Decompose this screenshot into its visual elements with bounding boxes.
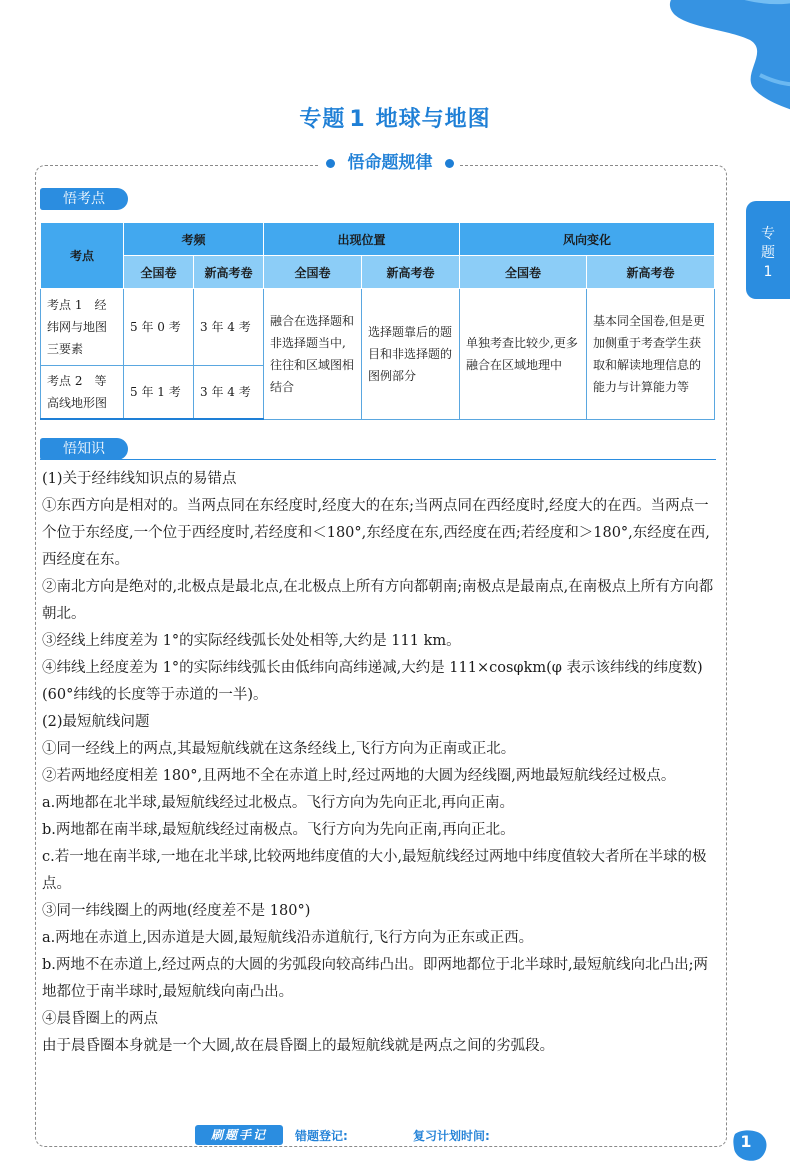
header-chuxian: 出现位置	[264, 223, 460, 256]
cell-position-quanguo: 融合在选择题和非选择题当中,往往和区域图相结合	[264, 289, 362, 420]
page-title	[0, 102, 790, 133]
exam-points-table	[40, 222, 715, 420]
paragraph: ②南北方向是绝对的,北极点是最北点,在北极点上所有方向都朝南;南极点是最南点,在南极点上所有方向都朝北。	[42, 579, 714, 622]
paragraph: ①东西方向是相对的。当两点同在东经度时,经度大的在东;当两点同在西经度时,经度大的在西。当两点一个位于东经度,一个位于西经度时,若经度和＜180°,东经度在东,西经度在西;若经度和＞180°,东经度在西,西经度在东。	[42, 498, 710, 568]
subheader: 新高考卷	[194, 256, 264, 289]
tag-rule	[40, 459, 716, 460]
cell-freq-xingaokao: 3 年 4 考	[194, 366, 264, 420]
page-number-badge	[731, 1128, 771, 1162]
paragraph: b.两地不在赤道上,经过两点的大圆的劣弧段向较高纬凸出。即两地都位于北半球时,最短航线向北凸出;两地都位于南半球时,最短航线向南凸出。	[42, 957, 708, 1000]
paragraph: ③经线上纬度差为 1°的实际经线弧长处处相等,大约是 111 km。	[42, 633, 461, 649]
footer-wrong-log-label: 错题登记:	[295, 1129, 348, 1143]
side-tab-line1: 专	[761, 226, 775, 242]
header-kaodian: 考点	[41, 223, 124, 289]
title-number: 1	[349, 107, 366, 132]
paragraph: (1)关于经纬线知识点的易错点	[42, 471, 237, 487]
cell-trend-xingaokao: 基本同全国卷,但是更加侧重于考查学生获取和解读地理信息的能力与计算能力等	[587, 289, 715, 420]
paragraph: 由于晨昏圈本身就是一个大圆,故在晨昏圈上的最短航线就是两点之间的劣弧段。	[42, 1038, 555, 1054]
footer-tag: 刷题手记	[195, 1125, 283, 1145]
title-prefix: 专题	[299, 107, 346, 132]
paragraph: a.两地都在北半球,最短航线经过北极点。飞行方向为先向正北,再向正南。	[42, 795, 514, 811]
cell-position-xingaokao: 选择题靠后的题目和非选择题的图例部分	[362, 289, 460, 420]
knowledge-body	[42, 466, 722, 1060]
cell-kaodian: 考点 1 经纬网与地图三要素	[41, 289, 124, 366]
header-kaopin: 考频	[124, 223, 264, 256]
cell-freq-quanguo: 5 年 0 考	[124, 289, 194, 366]
page-number: 1	[740, 1132, 752, 1151]
tag-kaodian: 悟考点	[40, 188, 128, 210]
table-row	[41, 289, 715, 366]
side-tab-line3: 1	[763, 264, 773, 280]
subheader: 新高考卷	[362, 256, 460, 289]
tag-zhishi: 悟知识	[40, 438, 128, 460]
side-chapter-tab[interactable]	[746, 201, 790, 299]
subheader: 全国卷	[460, 256, 587, 289]
paragraph: b.两地都在南半球,最短航线经过南极点。飞行方向为先向正南,再向正北。	[42, 822, 515, 838]
paragraph: ①同一经线上的两点,其最短航线就在这条经线上,飞行方向为正南或正北。	[42, 741, 516, 757]
footer-review-plan-label: 复习计划时间:	[413, 1129, 490, 1143]
paragraph: ③同一纬线圈上的两地(经度差不是 180°)	[42, 903, 311, 919]
subheader: 全国卷	[124, 256, 194, 289]
subheader: 全国卷	[264, 256, 362, 289]
title-text: 地球与地图	[375, 107, 491, 132]
cell-kaodian: 考点 2 等高线地形图	[41, 366, 124, 420]
cell-trend-quanguo: 单独考查比较少,更多融合在区域地理中	[460, 289, 587, 420]
paragraph: c.若一地在南半球,一地在北半球,比较两地纬度值的大小,最短航线经过两地中纬度值较大者所在半球的极点。	[42, 849, 707, 892]
paragraph: a.两地在赤道上,因赤道是大圆,最短航线沿赤道航行,飞行方向为正东或正西。	[42, 930, 534, 946]
subheader: 新高考卷	[587, 256, 715, 289]
paragraph: ②若两地经度相差 180°,且两地不全在赤道上时,经过两地的大圆为经线圈,两地最短航线经过极点。	[42, 768, 676, 784]
cell-freq-xingaokao: 3 年 4 考	[194, 289, 264, 366]
side-tab-line2: 题	[761, 245, 775, 261]
paragraph: ④晨昏圈上的两点	[42, 1011, 158, 1027]
paragraph: (2)最短航线问题	[42, 714, 150, 730]
cell-freq-quanguo: 5 年 1 考	[124, 366, 194, 420]
header-fengxiang: 风向变化	[460, 223, 715, 256]
paragraph: ④纬线上经度差为 1°的实际纬线弧长由低纬向高纬递减,大约是 111×cosφkm(φ 表示该纬线的纬度数)(60°纬线的长度等于赤道的一半)。	[42, 660, 703, 703]
section-title: 悟命题规律	[320, 146, 460, 175]
